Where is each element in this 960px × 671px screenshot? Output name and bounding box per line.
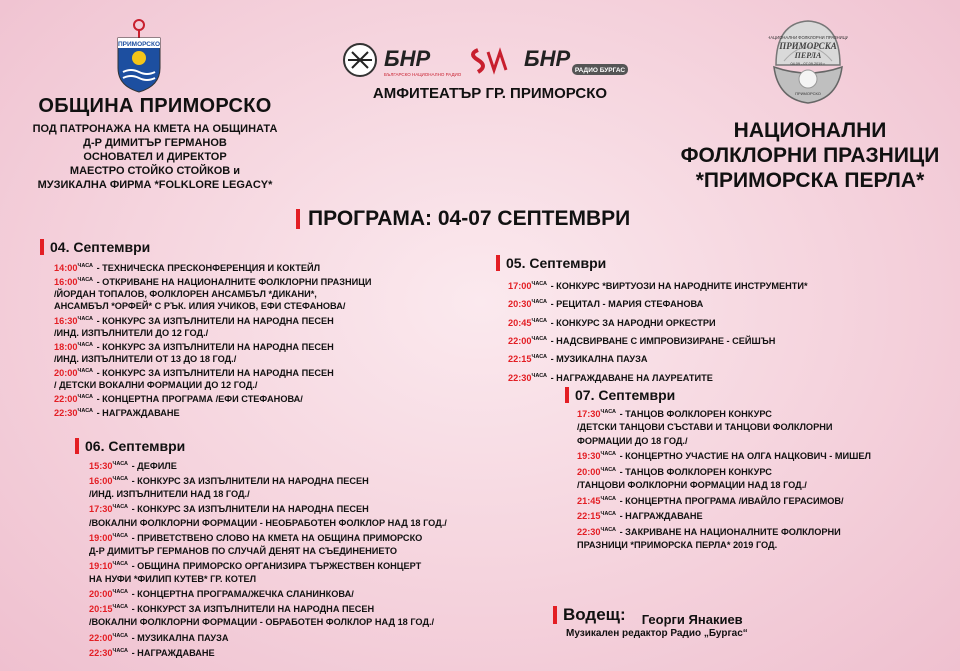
- municipality-title: ОБЩИНА ПРИМОРСКО: [38, 95, 272, 117]
- event-description: /ИНД. ИЗПЪЛНИТЕЛИ ДО 12 ГОД./: [54, 327, 209, 338]
- day-06-section: [75, 438, 447, 660]
- day-04-events: [54, 260, 372, 420]
- schedule-item: [54, 391, 372, 405]
- day-06-events: [89, 458, 447, 660]
- event-description: - МУЗИКАЛНА ПАУЗА: [548, 354, 648, 365]
- event-description: Д-Р ДИМИТЪР ГЕРМАНОВ ПО СЛУЧАЙ ДЕНЯТ НА СЪЕДИНЕНИЕТО: [89, 545, 398, 556]
- red-bar-marker: [565, 387, 569, 403]
- event-description: - НАГРАЖДАВАНЕ НА ЛАУРЕАТИТЕ: [548, 372, 713, 383]
- event-description: - КОНКУРС ЗА ИЗПЪЛНИТЕЛИ НА НАРОДНА ПЕСЕН: [94, 341, 334, 352]
- event-description: - НАГРАЖДАВАНЕ: [129, 647, 215, 658]
- hours-label: ЧАСА: [531, 372, 548, 379]
- svg-text:ПЕРЛА: ПЕРЛА: [794, 51, 822, 60]
- event-description: /ЙОРДАН ТОПАЛОВ, ФОЛКЛОРЕН АНСАМБЪЛ *ДИКАНИ*,: [54, 289, 317, 300]
- event-description: - ДЕФИЛЕ: [129, 461, 177, 472]
- event-time: 22:30: [89, 647, 113, 658]
- host-block: [553, 605, 748, 639]
- event-time: 17:00: [508, 281, 532, 292]
- schedule-item: [54, 365, 372, 379]
- schedule-item: [508, 331, 808, 349]
- event-description: НА НУФИ *ФИЛИП КУТЕВ* ГР. КОТЕЛ: [89, 574, 257, 585]
- crest-text: ПРИМОРСКО: [117, 41, 161, 48]
- event-time: 22:30: [577, 526, 601, 537]
- schedule-item: [89, 601, 447, 616]
- event-time: 19:10: [89, 560, 113, 571]
- event-time: 20:30: [508, 299, 532, 310]
- svg-text:БНР: БНР: [524, 46, 571, 71]
- schedule-item: [89, 545, 447, 558]
- svg-text:РАДИО БУРГАС: РАДИО БУРГАС: [574, 67, 626, 74]
- event-description: - КОНКУРС ЗА ИЗПЪЛНИТЕЛИ НА НАРОДНА ПЕСЕН: [129, 504, 369, 515]
- schedule-item: [577, 479, 871, 492]
- event-time: 16:00: [89, 476, 113, 487]
- event-time: 15:30: [89, 461, 113, 472]
- day-04-section: [40, 239, 372, 420]
- hours-label: ЧАСА: [77, 277, 94, 284]
- patronage-line-1: ПОД ПАТРОНАЖА НА КМЕТА НА ОБЩИНАТА: [32, 123, 278, 135]
- event-description: - ТАНЦОВ ФОЛКЛОРЕН КОНКУРС: [617, 409, 772, 420]
- day-06-title: 06. Септември: [85, 438, 186, 454]
- schedule-item: [577, 493, 871, 508]
- hours-label: ЧАСА: [531, 354, 548, 361]
- hours-label: ЧАСА: [77, 394, 94, 401]
- schedule-item: [54, 300, 372, 312]
- event-description: /ДЕТСКИ ТАНЦОВИ СЪСТАВИ И ТАНЦОВИ ФОЛКЛОРНИ: [577, 422, 833, 433]
- schedule-item: [508, 349, 808, 367]
- hours-label: ЧАСА: [600, 409, 617, 415]
- hours-label: ЧАСА: [531, 336, 548, 343]
- event-time: 16:30: [54, 315, 78, 326]
- event-time: 17:30: [89, 504, 113, 515]
- hours-label: ЧАСА: [77, 341, 94, 348]
- patronage-line-5: МУЗИКАЛНА ФИРМА *FOLKLORE LEGACY*: [37, 179, 273, 191]
- sponsor-logos: [340, 40, 640, 82]
- event-time: 22:15: [508, 354, 532, 365]
- red-bar-marker: [40, 239, 44, 255]
- schedule-item: [89, 530, 447, 545]
- event-time: 16:00: [54, 277, 78, 288]
- event-description: ФОРМАЦИИ ДО 18 ГОД./: [577, 435, 688, 446]
- schedule-item: [89, 558, 447, 573]
- schedule-item: [54, 353, 372, 365]
- hours-label: ЧАСА: [531, 281, 548, 287]
- event-description: - РЕЦИТАЛ - МАРИЯ СТЕФАНОВА: [548, 299, 704, 310]
- event-time: 14:00: [54, 263, 78, 274]
- event-description: - КОНКУРС ЗА ИЗПЪЛНИТЕЛИ НА НАРОДНА ПЕСЕН: [129, 476, 369, 487]
- event-description: - КОНЦЕРТНА ПРОГРАМА/ЖЕЧКА СЛАНИНКОВА/: [129, 589, 354, 600]
- event-time: 20:00: [54, 368, 78, 379]
- event-time: 20:15: [89, 604, 113, 615]
- hours-label: ЧАСА: [112, 504, 129, 511]
- event-description: - КОНКУРС ЗА ИЗПЪЛНИТЕЛИ НА НАРОДНА ПЕСЕН: [94, 368, 334, 379]
- schedule-item: [54, 274, 372, 288]
- schedule-item: [89, 458, 447, 473]
- event-time: 20:45: [508, 317, 532, 328]
- hours-label: ЧАСА: [112, 604, 129, 611]
- event-description: - КОНЦЕРТНО УЧАСТИЕ НА ОЛГА НАЦКОВИЧ - МИШЕЛ: [617, 451, 871, 462]
- host-label: Водещ:: [563, 605, 626, 624]
- schedule-item: [89, 488, 447, 501]
- event-description: / ДЕТСКИ ВОКАЛНИ ФОРМАЦИИ ДО 12 ГОД./: [54, 380, 258, 391]
- day-06-heading: [75, 438, 447, 454]
- event-description: - НАГРАЖДАВАНЕ: [94, 408, 180, 419]
- schedule-item: [577, 421, 871, 434]
- event-time: 19:00: [89, 532, 113, 543]
- hours-label: ЧАСА: [600, 466, 617, 473]
- svg-text:НАЦИОНАЛНИ ФОЛКЛОРНИ ПРАЗНИЦИ: НАЦИОНАЛНИ ФОЛКЛОРНИ ПРАЗНИЦИ: [768, 35, 848, 40]
- day-05-title: 05. Септември: [506, 255, 607, 271]
- event-time: 22:00: [508, 336, 532, 347]
- event-description: /ТАНЦОВИ ФОЛКЛОРНИ ФОРМАЦИИ НАД 18 ГОД./: [577, 480, 807, 491]
- patronage-line-3: ОСНОВАТЕЛ И ДИРЕКТОР: [83, 151, 227, 163]
- bnr-burgas-logo: [524, 46, 628, 75]
- day-07-events: [577, 406, 871, 552]
- day-04-title: 04. Септември: [50, 239, 151, 255]
- schedule-item: [54, 405, 372, 419]
- patronage-line-4: МАЕСТРО СТОЙКО СТОЙКОВ и: [69, 165, 241, 177]
- schedule-item: [54, 327, 372, 339]
- svg-text:БЪЛГАРСКО НАЦИОНАЛНО РАДИО: БЪЛГАРСКО НАЦИОНАЛНО РАДИО: [384, 72, 462, 77]
- svg-text:БНР: БНР: [384, 46, 431, 71]
- schedule-item: [508, 276, 808, 294]
- day-07-heading: [565, 387, 871, 403]
- schedule-item: [89, 645, 447, 660]
- hours-label: ЧАСА: [600, 526, 617, 533]
- schedule-item: [54, 288, 372, 300]
- host-name: Георги Янакиев: [641, 612, 743, 627]
- event-description: - ОТКРИВАНЕ НА НАЦИОНАЛНИТЕ ФОЛКЛОРНИ ПРАЗНИЦИ: [94, 277, 372, 288]
- bnr-logo: [384, 46, 462, 77]
- hours-label: ЧАСА: [112, 560, 129, 567]
- patronage-line-2: Д-Р ДИМИТЪР ГЕРМАНОВ: [83, 137, 227, 149]
- event-description: /ИНД. ИЗПЪЛНИТЕЛИ НАД 18 ГОД./: [89, 489, 250, 500]
- hours-label: ЧАСА: [112, 461, 129, 467]
- event-time: 19:30: [577, 451, 601, 462]
- day-07-section: [565, 387, 871, 552]
- event-description: /ИНД. ИЗПЪЛНИТЕЛИ ОТ 13 ДО 18 ГОД./: [54, 353, 237, 364]
- festival-title-line-2: ФОЛКЛОРНИ ПРАЗНИЦИ: [680, 144, 940, 167]
- venue-title: АМФИТЕАТЪР ГР. ПРИМОРСКО: [372, 85, 608, 102]
- event-time: 17:30: [577, 409, 601, 420]
- schedule-item: [577, 435, 871, 448]
- event-description: - КОНКУРСТ ЗА ИЗПЪЛНИТЕЛИ НА НАРОДНА ПЕСЕН: [129, 604, 375, 615]
- event-time: 22:00: [89, 632, 113, 643]
- event-description: - КОНЦЕРТНА ПРОГРАМА /ИВАЙЛО ГЕРАСИМОВ/: [617, 495, 844, 506]
- event-description: - ПРИВЕТСТВЕНО СЛОВО НА КМЕТА НА ОБЩИНА ПРИМОРСКО: [129, 532, 423, 543]
- host-subtitle: Музикален редактор Радио „Бургас“: [566, 628, 748, 639]
- event-description: - ТЕХНИЧЕСКА ПРЕСКОНФЕРЕНЦИЯ И КОКТЕЙЛ: [94, 263, 321, 274]
- schedule-item: [54, 379, 372, 391]
- pearl-shell-logo: [768, 15, 848, 107]
- hours-label: ЧАСА: [112, 532, 129, 539]
- schedule-item: [89, 501, 447, 516]
- event-time: 22:00: [54, 394, 78, 405]
- schedule-item: [577, 524, 871, 539]
- hours-label: ЧАСА: [77, 315, 94, 322]
- hours-label: ЧАСА: [112, 476, 129, 483]
- svg-text:ПРИМОРСКА: ПРИМОРСКА: [779, 41, 837, 51]
- event-time: 22:30: [54, 408, 78, 419]
- event-description: - ОБЩИНА ПРИМОРСКО ОРГАНИЗИРА ТЪРЖЕСТВЕН КОНЦЕРТ: [129, 560, 422, 571]
- event-description: - ЗАКРИВАНЕ НА НАЦИОНАЛНИТЕ ФОЛКЛОРНИ: [617, 526, 841, 537]
- event-time: 22:15: [577, 511, 601, 522]
- event-description: АНСАМБЪЛ *ОРФЕЙ* С РЪК. ИЛИЯ УЧИКОВ, ЕФИ СТЕФАНОВА/: [54, 301, 346, 312]
- hours-label: ЧАСА: [77, 408, 94, 415]
- festival-title: [670, 118, 950, 193]
- event-description: - КОНЦЕРТНА ПРОГРАМА /ЕФИ СТЕФАНОВА/: [94, 394, 303, 405]
- hours-label: ЧАСА: [77, 263, 94, 269]
- event-description: - КОНКУРС ЗА ИЗПЪЛНИТЕЛИ НА НАРОДНА ПЕСЕН: [94, 315, 334, 326]
- event-description: - НАДСВИРВАНЕ С ИМПРОВИЗИРАНЕ - СЕЙШЪН: [548, 336, 776, 347]
- schedule-item: [508, 368, 808, 386]
- red-bar-marker: [75, 438, 79, 454]
- municipality-header: [20, 95, 290, 192]
- schedule-item: [89, 616, 447, 629]
- schedule-item: [577, 406, 871, 421]
- day-04-heading: [40, 239, 372, 255]
- event-description: - ТАНЦОВ ФОЛКЛОРЕН КОНКУРС: [617, 466, 772, 477]
- event-time: 22:30: [508, 372, 532, 383]
- event-time: 18:00: [54, 341, 78, 352]
- hours-label: ЧАСА: [112, 632, 129, 639]
- event-time: 20:00: [89, 589, 113, 600]
- folklore-emblem-icon: [344, 44, 376, 76]
- schedule-item: [508, 313, 808, 331]
- day-05-section: [496, 255, 808, 386]
- schedule-item: [508, 294, 808, 312]
- red-bar-marker: [296, 209, 300, 229]
- festival-title-line-1: НАЦИОНАЛНИ: [733, 119, 887, 142]
- event-description: - МУЗИКАЛНА ПАУЗА: [129, 632, 229, 643]
- schedule-item: [89, 586, 447, 601]
- program-title-text: ПРОГРАМА: 04-07 СЕПТЕМВРИ: [308, 207, 631, 230]
- day-05-events: [508, 276, 808, 386]
- event-time: 21:45: [577, 495, 601, 506]
- schedule-item: [54, 260, 372, 274]
- event-description: - НАГРАЖДАВАНЕ: [617, 511, 703, 522]
- hours-label: ЧАСА: [77, 368, 94, 374]
- schedule-item: [89, 573, 447, 586]
- day-07-title: 07. Септември: [575, 387, 676, 403]
- schedule-item: [577, 448, 871, 463]
- hours-label: ЧАСА: [600, 451, 617, 458]
- event-description: /ВОКАЛНИ ФОЛКЛОРНИ ФОРМАЦИИ - НЕОБРАБОТЕН ФОЛКЛОР НАД 18 ГОД./: [89, 517, 447, 528]
- schedule-item: [89, 630, 447, 645]
- hours-label: ЧАСА: [531, 317, 548, 324]
- sm-logo: [473, 50, 506, 72]
- hours-label: ЧАСА: [600, 495, 617, 502]
- event-description: - КОНКУРС ЗА НАРОДНИ ОРКЕСТРИ: [548, 317, 716, 328]
- schedule-item: [577, 464, 871, 479]
- schedule-item: [577, 508, 871, 523]
- hours-label: ЧАСА: [112, 589, 129, 596]
- primorsko-crest-logo: [113, 16, 165, 94]
- festival-title-line-3: *ПРИМОРСКА ПЕРЛА*: [695, 169, 925, 192]
- hours-label: ЧАСА: [112, 647, 129, 654]
- event-time: 20:00: [577, 466, 601, 477]
- schedule-item: [54, 313, 372, 327]
- schedule-item: [577, 539, 871, 552]
- event-description: - КОНКУРС *ВИРТУОЗИ НА НАРОДНИТЕ ИНСТРУМЕНТИ*: [548, 281, 808, 292]
- red-bar-marker: [496, 255, 500, 271]
- red-bar-marker: [553, 606, 557, 624]
- hours-label: ЧАСА: [600, 511, 617, 518]
- hours-label: ЧАСА: [531, 299, 548, 306]
- program-title: [296, 207, 630, 231]
- event-description: /ВОКАЛНИ ФОЛКЛОРНИ ФОРМАЦИИ - ОБРАБОТЕН ФОЛКЛОР НАД 18 ГОД./: [89, 617, 435, 628]
- event-description: ПРАЗНИЦИ *ПРИМОРСКА ПЕРЛА* 2019 ГОД.: [577, 540, 778, 551]
- svg-text:04.09 - 07.09.2019 г.: 04.09 - 07.09.2019 г.: [790, 62, 826, 66]
- schedule-item: [89, 473, 447, 488]
- svg-text:ПРИМОРСКО: ПРИМОРСКО: [795, 91, 821, 96]
- schedule-item: [89, 517, 447, 530]
- day-05-heading: [496, 255, 808, 271]
- schedule-item: [54, 339, 372, 353]
